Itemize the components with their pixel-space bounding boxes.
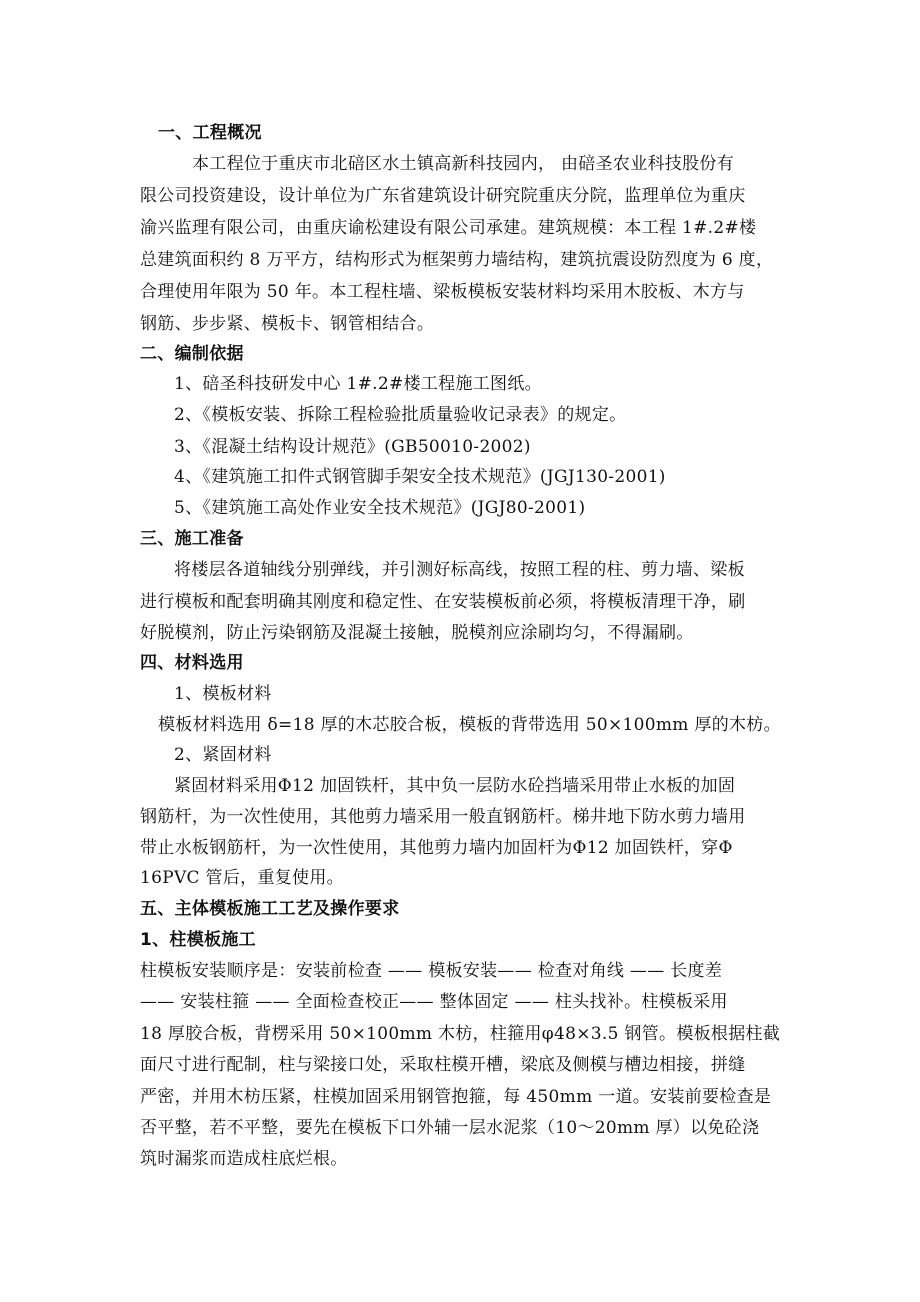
paragraph-line: 好脱模剂，防止污染钢筋及混凝土接触，脱模剂应涂刷均匀，不得漏刷。 <box>140 623 694 643</box>
paragraph-line: 面尺寸进行配制，柱与梁接口处，采取柱模开槽，梁底及侧模与槽边相接，拼缝 <box>140 1055 746 1075</box>
section-heading-materials: 四、材料选用 <box>140 653 244 673</box>
paragraph-line: 进行模板和配套明确其刚度和稳定性、在安装模板前必须，将模板清理干净，刷 <box>140 592 746 612</box>
list-item: 5、《建筑施工高处作业安全技术规范》(JGJ80-2001) <box>174 498 586 518</box>
paragraph-line: 限公司投资建设，设计单位为广东省建筑设计研究院重庆分院，监理单位为重庆 <box>140 186 746 206</box>
section-heading-basis: 二、编制依据 <box>140 344 244 364</box>
paragraph-line: 紧固材料采用Φ12 加固铁杆，其中负一层防水砼挡墙采用带止水板的加固 <box>174 776 736 796</box>
subsection-heading-column-formwork: 1、柱模板施工 <box>140 930 256 950</box>
paragraph-line: 筑时漏浆而造成柱底烂根。 <box>140 1149 348 1169</box>
list-item: 2、《模板安装、拆除工程检验批质量验收记录表》的规定。 <box>174 405 627 425</box>
paragraph-line: 否平整，若不平整，要先在模板下口外辅一层水泥浆（10～20mm 厚）以免砼浇 <box>140 1118 760 1138</box>
paragraph-line: 渝兴监理有限公司，由重庆谕松建设有限公司承建。建筑规模：本工程 1#.2#楼 <box>140 218 757 238</box>
paragraph-line: 严密，并用木枋压紧，柱模加固采用钢管抱箍，每 450mm 一道。安装前要检查是 <box>140 1087 772 1107</box>
paragraph-line: 柱模板安装顺序是：安装前检查 —— 模板安装—— 检查对角线 —— 长度差 <box>140 961 723 981</box>
paragraph-line: 钢筋杆，为一次性使用，其他剪力墙采用一般直钢筋杆。梯井地下防水剪力墙用 <box>140 807 746 827</box>
list-item: 4、《建筑施工扣件式钢管脚手架安全技术规范》(JGJ130-2001) <box>174 467 666 487</box>
paragraph-line: 18 厚胶合板，背楞采用 50×100mm 木枋，柱箍用φ48×3.5 钢管。模板根据柱截 <box>140 1024 781 1044</box>
subsection-label: 2、紧固材料 <box>174 745 272 765</box>
paragraph-line: 将楼层各道轴线分别弹线，并引测好标高线，按照工程的柱、剪力墙、梁板 <box>174 560 745 580</box>
paragraph-line: 模板材料选用 δ=18 厚的木芯胶合板，模板的背带选用 50×100mm 厚的木枋。 <box>158 715 781 735</box>
paragraph-line: 总建筑面积约 8 万平方，结构形式为框架剪力墙结构，建筑抗震设防烈度为 6 度， <box>140 250 774 270</box>
list-item: 1、碚圣科技研发中心 1#.2#楼工程施工图纸。 <box>174 374 542 394</box>
paragraph-line: —— 安装柱箍 —— 全面检查校正—— 整体固定 —— 柱头找补。柱模板采用 <box>140 992 728 1012</box>
section-heading-process: 五、主体模板施工工艺及操作要求 <box>140 899 400 919</box>
paragraph-line: 本工程位于重庆市北碚区水土镇高新科技园内， 由碚圣农业科技股份有 <box>192 154 735 174</box>
list-item: 3、《混凝土结构设计规范》(GB50010-2002) <box>174 437 531 457</box>
section-heading-overview: 一、工程概况 <box>158 123 262 143</box>
section-heading-preparation: 三、施工准备 <box>140 529 244 549</box>
paragraph-line: 钢筋、步步紧、模板卡、钢管相结合。 <box>140 314 435 334</box>
paragraph-line: 带止水板钢筋杆，为一次性使用，其他剪力墙内加固杆为Φ12 加固铁杆，穿Φ <box>140 838 733 858</box>
paragraph-line: 16PVC 管后，重复使用。 <box>140 868 344 888</box>
subsection-label: 1、模板材料 <box>174 684 272 704</box>
paragraph-line: 合理使用年限为 50 年。本工程柱墙、梁板模板安装材料均采用木胶板、木方与 <box>140 282 745 302</box>
